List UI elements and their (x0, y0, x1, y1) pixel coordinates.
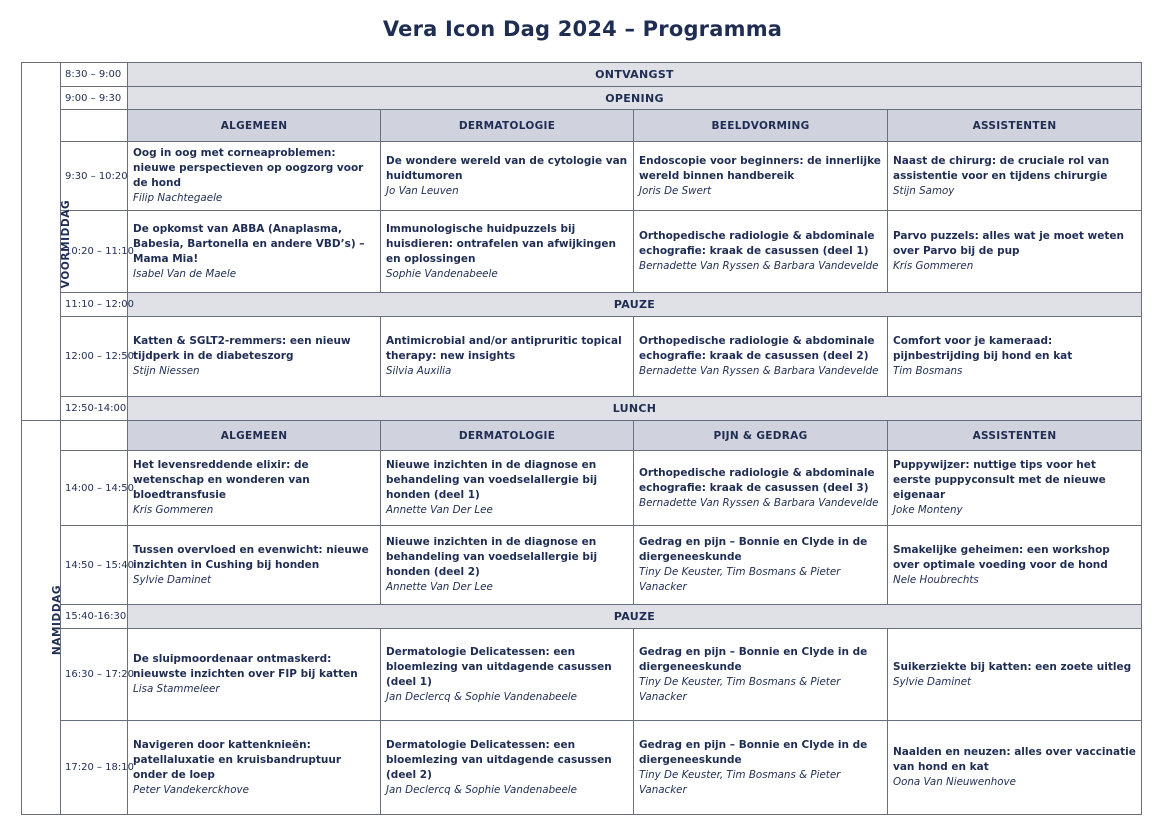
program-row (22, 293, 1142, 317)
session-speaker: Peter Vandekerckhove (133, 783, 249, 796)
band-lunch: LUNCH (128, 397, 1142, 421)
session-speaker: Joke Monteny (893, 504, 963, 516)
session-speaker: Nele Houbrechts (893, 573, 979, 586)
session-speaker: Tiny De Keuster, Tim Bosmans & Pieter Vanacker (639, 675, 841, 703)
daypart-label: VOORMIDDAG (60, 199, 73, 289)
session-title: De sluipmoordenaar ontmaskerd: nieuwste inzichten over FIP bij katten (133, 653, 358, 680)
session-cell (381, 629, 634, 721)
session-title: Endoscopie voor beginners: de innerlijke wereld binnen handbereik (639, 154, 881, 182)
session-cell (128, 721, 381, 815)
session-speaker: Isabel Van de Maele (133, 267, 237, 280)
session-speaker: Annette Van Der Lee (386, 581, 493, 593)
session-speaker: Joris De Swert (639, 184, 712, 197)
program-row (22, 397, 1142, 421)
session-title: Orthopedische radiologie & abdominale echografie: kraak de casussen (deel 1) (639, 230, 875, 257)
program-row (22, 451, 1142, 526)
session-speaker: Bernadette Van Ryssen & Barbara Vandevelde (639, 365, 879, 377)
session-cell (634, 317, 888, 397)
session-speaker: Tim Bosmans (893, 365, 963, 377)
session-cell (381, 526, 634, 605)
session-speaker: Filip Nachtegaele (133, 192, 223, 204)
time-slot: 10:20 – 11:10 (61, 211, 128, 293)
band-pauze: PAUZE (128, 605, 1142, 629)
program-row (22, 110, 1142, 142)
session-cell (634, 142, 888, 211)
session-cell (888, 629, 1142, 721)
session-title: De wondere wereld van de cytologie van huidtumoren (386, 154, 628, 182)
session-title: Het levensreddende elixir: de wetenschap en wonderen van bloedtransfusie (133, 459, 310, 501)
track-header: BEELDVORMING (634, 110, 888, 142)
program-row (22, 721, 1142, 815)
session-title: Suikerziekte bij katten: een zoete uitleg (893, 660, 1132, 673)
session-title: Nieuwe inzichten in de diagnose en behandeling van voedselallergie bij honden (deel 1) (386, 459, 598, 501)
session-speaker: Bernadette Van Ryssen & Barbara Vandevelde (639, 260, 879, 272)
session-title: Immunologische huidpuzzels bij huisdieren: ontrafelen van afwijkingen en oplossingen (386, 222, 616, 265)
session-speaker: Jan Declercq & Sophie Vandenabeele (386, 690, 577, 703)
session-speaker: Oona Van Nieuwenhove (893, 776, 1016, 788)
daypart-morning (22, 63, 73, 421)
session-cell (634, 211, 888, 293)
time-slot: 11:10 – 12:00 (61, 293, 128, 317)
session-speaker: Silvia Auxilia (386, 365, 452, 377)
session-cell (128, 629, 381, 721)
session-speaker: Stijn Samoy (893, 184, 955, 197)
time-slot (61, 110, 128, 142)
time-slot: 9:00 – 9:30 (61, 87, 128, 110)
session-speaker: Kris Gommeren (893, 260, 974, 272)
session-title: Tussen overvloed en evenwicht: nieuwe inzichten in Cushing bij honden (133, 543, 369, 571)
session-speaker: Stijn Niessen (133, 365, 200, 377)
band-pauze: PAUZE (128, 293, 1142, 317)
session-speaker: Tiny De Keuster, Tim Bosmans & Pieter Vanacker (639, 768, 841, 796)
session-cell (888, 142, 1142, 211)
track-header: DERMATOLOGIE (381, 421, 634, 451)
session-title: Naast de chirurg: de cruciale rol van assistentie voor en tijdens chirurgie (893, 154, 1110, 182)
time-slot: 12:00 – 12:50 (61, 317, 128, 397)
session-cell (128, 451, 381, 526)
session-cell (381, 721, 634, 815)
track-header: ALGEMEEN (128, 421, 381, 451)
time-slot: 17:20 – 18:10 (61, 721, 128, 815)
time-slot: 12:50-14:00 (61, 397, 128, 421)
band-ontvangst: ONTVANGST (128, 63, 1142, 87)
daypart-afternoon (22, 421, 64, 815)
track-header: ALGEMEEN (128, 110, 381, 142)
track-header: ASSISTENTEN (888, 110, 1142, 142)
page-title: Vera Icon Dag 2024 – Programma (382, 17, 783, 41)
session-title: Antimicrobial and/or antipruritic topical therapy: new insights (386, 335, 622, 362)
session-speaker: Jan Declercq & Sophie Vandenabeele (386, 783, 577, 796)
session-cell (634, 629, 888, 721)
program-row (22, 211, 1142, 293)
session-cell (128, 317, 381, 397)
time-slot: 9:30 – 10:20 (61, 142, 128, 211)
session-cell (634, 451, 888, 526)
session-title: Dermatologie Delicatessen: een bloemlezing van uitdagende casussen (deel 1) (386, 645, 612, 688)
program-row (22, 605, 1142, 629)
session-cell (888, 317, 1142, 397)
session-title: Nieuwe inzichten in de diagnose en behandeling van voedselallergie bij honden (deel 2) (386, 536, 598, 578)
session-speaker: Bernadette Van Ryssen & Barbara Vandevelde (639, 496, 879, 509)
time-slot: 16:30 – 17:20 (61, 629, 128, 721)
time-slot: 14:00 – 14:50 (61, 451, 128, 526)
session-title: Smakelijke geheimen: een workshop over optimale voeding voor de hond (893, 543, 1110, 571)
session-title: Puppywijzer: nuttige tips voor het eerste puppyconsult met de nieuwe eigenaar (893, 459, 1106, 501)
track-header: ASSISTENTEN (888, 421, 1142, 451)
session-title: Dermatologie Delicatessen: een bloemlezing van uitdagende casussen (deel 2) (386, 738, 612, 781)
session-title: Parvo puzzels: alles wat je moet weten over Parvo bij de pup (893, 230, 1124, 257)
program-table (21, 62, 1142, 815)
session-cell (381, 142, 634, 211)
program-row (22, 317, 1142, 397)
session-title: Navigeren door kattenknieën: patellaluxatie en kruisbandruptuur onder de loep (133, 738, 342, 781)
program-row (22, 526, 1142, 605)
time-slot (61, 421, 128, 451)
session-cell (128, 526, 381, 605)
session-cell (888, 451, 1142, 526)
session-cell (381, 317, 634, 397)
session-speaker: Sylvie Daminet (133, 573, 212, 586)
program-row (22, 63, 1142, 87)
session-speaker: Tiny De Keuster, Tim Bosmans & Pieter Vanacker (639, 566, 841, 593)
session-speaker: Sophie Vandenabeele (386, 267, 498, 280)
session-cell (128, 211, 381, 293)
session-title: Naalden en neuzen: alles over vaccinatie van hond en kat (893, 746, 1136, 773)
session-speaker: Jo Van Leuven (386, 184, 459, 197)
program-row (22, 421, 1142, 451)
program-row (22, 87, 1142, 110)
track-header: DERMATOLOGIE (381, 110, 634, 142)
session-speaker: Kris Gommeren (133, 504, 214, 516)
session-title: Gedrag en pijn – Bonnie en Clyde in de diergeneeskunde (639, 645, 868, 673)
session-cell (888, 721, 1142, 815)
session-cell (634, 721, 888, 815)
session-cell (888, 211, 1142, 293)
session-title: Oog in oog met corneaproblemen: nieuwe perspectieven op oogzorg voor de hond (133, 147, 364, 189)
session-cell (381, 451, 634, 526)
session-cell (888, 526, 1142, 605)
program-row (22, 142, 1142, 211)
session-cell (128, 142, 381, 211)
time-slot: 8:30 – 9:00 (61, 63, 128, 87)
session-title: Orthopedische radiologie & abdominale echografie: kraak de casussen (deel 3) (639, 466, 875, 494)
session-speaker: Sylvie Daminet (893, 675, 972, 688)
session-title: Gedrag en pijn – Bonnie en Clyde in de diergeneeskunde (639, 738, 868, 766)
band-opening: OPENING (128, 87, 1142, 110)
session-speaker: Lisa Stammeleer (133, 683, 220, 695)
daypart-label: NAMIDDAG (51, 584, 64, 656)
session-title: Comfort voor je kameraad: pijnbestrijding bij hond en kat (893, 335, 1073, 362)
program-row (22, 629, 1142, 721)
session-cell (381, 211, 634, 293)
session-title: Orthopedische radiologie & abdominale echografie: kraak de casussen (deel 2) (639, 335, 875, 362)
session-cell (634, 526, 888, 605)
session-title: Katten & SGLT2-remmers: een nieuw tijdperk in de diabeteszorg (133, 335, 351, 362)
session-speaker: Annette Van Der Lee (386, 504, 493, 516)
session-title: Gedrag en pijn – Bonnie en Clyde in de diergeneeskunde (639, 536, 868, 563)
time-slot: 15:40-16:30 (61, 605, 128, 629)
time-slot: 14:50 – 15:40 (61, 526, 128, 605)
track-header: PIJN & GEDRAG (634, 421, 888, 451)
session-title: De opkomst van ABBA (Anaplasma, Babesia, Bartonella en andere VBD’s) – Mama Mia! (133, 222, 365, 265)
